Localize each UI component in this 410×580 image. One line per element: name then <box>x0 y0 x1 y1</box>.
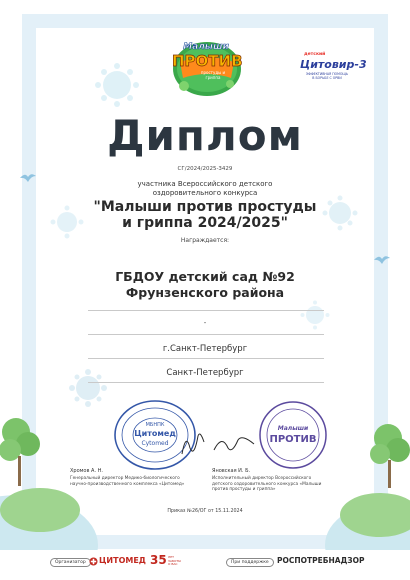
signatory-right-role-line-2: детского оздоровительного конкурса «Малыши <box>212 481 322 487</box>
cytomed-logo-icon <box>89 557 98 566</box>
participant-line-1: участника Всероссийского детского <box>137 180 273 188</box>
left-stamp-line-2: Цитомед <box>134 429 176 438</box>
support-label: При поддержке <box>226 558 274 567</box>
left-signature <box>178 428 208 458</box>
participant-text <box>0 180 410 198</box>
recipient-name <box>0 269 410 301</box>
bird-icon <box>372 252 392 266</box>
city-line-2: Санкт-Петербург <box>166 368 244 378</box>
logo-top-text: Малыши <box>183 42 229 52</box>
partner-logo-sub: ЭФФЕКТИВНАЯ ПОМОЩЬ В БОРЬБЕ С ОРВИ <box>305 72 349 80</box>
signatory-right-role <box>212 476 352 493</box>
awarded-label: Награждается: <box>180 237 230 244</box>
organizer-name: ЦИТОМЕД <box>99 556 146 565</box>
signatory-right-name: Яновская И. Б. <box>212 468 251 474</box>
anniversary-sub: ЛЕТ ЗАБОТЫ О ВАС <box>168 555 181 567</box>
signatory-left-name: Хромов А. Н. <box>70 468 103 474</box>
divider-line <box>88 382 324 383</box>
landscape-decoration <box>0 390 410 550</box>
right-signature <box>212 430 256 456</box>
signatory-left-role <box>70 476 210 487</box>
order-number: Приказ №26/ОГ от 15.11.2024 <box>167 509 243 514</box>
certificate-number: СГ/2024/2025-3429 <box>177 166 233 172</box>
left-stamp-line-3: Cytomed <box>141 440 169 447</box>
partner-logo-name: Цитовир-3 <box>300 58 367 71</box>
logo-sub-text: простуды и гриппа <box>200 70 226 80</box>
right-stamp <box>258 400 328 470</box>
germ-watermark-top-left <box>92 60 142 110</box>
divider-line <box>88 334 324 335</box>
footer <box>0 552 410 572</box>
logo-title-text: ПРОТИВ <box>172 52 243 70</box>
support-name: РОСПОТРЕБНАДЗОР <box>277 556 365 565</box>
contest-name-line-1: "Малыши против простуды <box>93 199 317 215</box>
contest-name-line-2: и гриппа 2024/2025" <box>122 215 288 231</box>
left-stamp-line-1: МБНПК <box>145 422 165 428</box>
signatory-right-role-line-3: против простуды и гриппа» <box>212 487 276 492</box>
participant-line-2: оздоровительного конкурса <box>152 189 258 197</box>
divider-line <box>88 310 324 311</box>
signatory-right-role-line-1: Исполнительный директор Всероссийского <box>212 476 312 481</box>
organizer-label: Организатор <box>50 558 91 567</box>
recipient-line-1: ГБДОУ детский сад №92 <box>115 269 295 284</box>
partner-logo-pre: детский <box>304 52 326 57</box>
right-stamp-line-2: ПРОТИВ <box>269 434 317 445</box>
recipient-dash: - <box>203 319 207 327</box>
right-stamp-line-1: Малыши <box>277 425 309 432</box>
signatory-left-role-line-1: Генеральный директор Медико-биологического <box>70 476 180 481</box>
divider-line <box>88 358 324 359</box>
recipient-line-2: Фрунзенского района <box>125 285 285 300</box>
city-line-1: г.Санкт-Петербург <box>162 344 248 354</box>
anniversary-number: 35 <box>150 553 167 567</box>
contest-name <box>0 199 410 231</box>
signatory-left-role-line-2: научно-производственного комплекса «Цитомед» <box>70 481 185 487</box>
certificate-title: Диплом <box>107 111 303 160</box>
